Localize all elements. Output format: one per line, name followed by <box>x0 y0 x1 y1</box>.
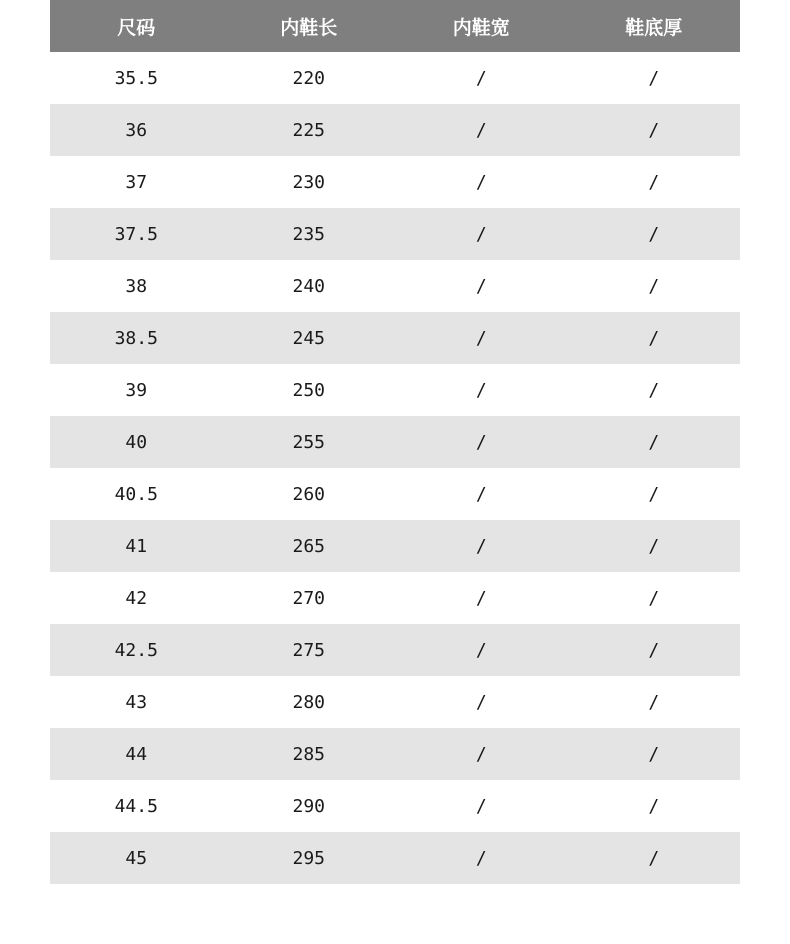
cell-sole-thickness: / <box>568 52 741 104</box>
cell-inner-length: 255 <box>223 416 396 468</box>
cell-inner-length: 295 <box>223 832 396 884</box>
cell-inner-length: 290 <box>223 780 396 832</box>
cell-size: 40.5 <box>50 468 223 520</box>
header-size: 尺码 <box>50 0 223 52</box>
cell-inner-width: / <box>395 156 568 208</box>
cell-inner-width: / <box>395 260 568 312</box>
cell-inner-length: 280 <box>223 676 396 728</box>
cell-inner-width: / <box>395 572 568 624</box>
cell-inner-length: 250 <box>223 364 396 416</box>
cell-size: 44.5 <box>50 780 223 832</box>
cell-sole-thickness: / <box>568 260 741 312</box>
table-row <box>50 520 740 572</box>
cell-sole-thickness: / <box>568 156 741 208</box>
cell-sole-thickness: / <box>568 416 741 468</box>
cell-size: 35.5 <box>50 52 223 104</box>
cell-inner-width: / <box>395 468 568 520</box>
cell-inner-width: / <box>395 312 568 364</box>
table-row <box>50 832 740 884</box>
cell-inner-width: / <box>395 520 568 572</box>
cell-inner-width: / <box>395 624 568 676</box>
cell-inner-length: 285 <box>223 728 396 780</box>
cell-sole-thickness: / <box>568 624 741 676</box>
cell-size: 39 <box>50 364 223 416</box>
table-row <box>50 208 740 260</box>
cell-inner-length: 225 <box>223 104 396 156</box>
header-row <box>50 0 740 52</box>
cell-inner-width: / <box>395 104 568 156</box>
table-row <box>50 780 740 832</box>
cell-inner-width: / <box>395 52 568 104</box>
cell-sole-thickness: / <box>568 780 741 832</box>
cell-sole-thickness: / <box>568 832 741 884</box>
size-chart-table <box>50 0 740 884</box>
cell-sole-thickness: / <box>568 364 741 416</box>
cell-sole-thickness: / <box>568 520 741 572</box>
cell-size: 37.5 <box>50 208 223 260</box>
cell-inner-width: / <box>395 364 568 416</box>
table-row <box>50 312 740 364</box>
cell-inner-length: 230 <box>223 156 396 208</box>
cell-size: 40 <box>50 416 223 468</box>
cell-inner-width: / <box>395 416 568 468</box>
header-inner-width: 内鞋宽 <box>395 0 568 52</box>
cell-size: 38 <box>50 260 223 312</box>
cell-sole-thickness: / <box>568 468 741 520</box>
table-body <box>50 52 740 884</box>
table-row <box>50 416 740 468</box>
table-header <box>50 0 740 52</box>
cell-sole-thickness: / <box>568 208 741 260</box>
cell-inner-length: 220 <box>223 52 396 104</box>
cell-inner-length: 235 <box>223 208 396 260</box>
cell-sole-thickness: / <box>568 728 741 780</box>
table-row <box>50 364 740 416</box>
table-row <box>50 624 740 676</box>
table-row <box>50 728 740 780</box>
cell-sole-thickness: / <box>568 312 741 364</box>
header-sole-thickness: 鞋底厚 <box>568 0 741 52</box>
cell-inner-width: / <box>395 676 568 728</box>
header-inner-length: 内鞋长 <box>223 0 396 52</box>
table-row <box>50 156 740 208</box>
cell-inner-width: / <box>395 208 568 260</box>
cell-inner-width: / <box>395 780 568 832</box>
table-row <box>50 260 740 312</box>
cell-inner-length: 275 <box>223 624 396 676</box>
cell-inner-length: 260 <box>223 468 396 520</box>
cell-sole-thickness: / <box>568 676 741 728</box>
cell-inner-length: 245 <box>223 312 396 364</box>
cell-inner-width: / <box>395 728 568 780</box>
cell-inner-length: 265 <box>223 520 396 572</box>
cell-size: 44 <box>50 728 223 780</box>
table-row <box>50 676 740 728</box>
table-row <box>50 468 740 520</box>
cell-size: 36 <box>50 104 223 156</box>
table-row <box>50 104 740 156</box>
cell-sole-thickness: / <box>568 572 741 624</box>
table-row <box>50 572 740 624</box>
cell-inner-length: 270 <box>223 572 396 624</box>
cell-size: 42.5 <box>50 624 223 676</box>
cell-size: 43 <box>50 676 223 728</box>
cell-size: 41 <box>50 520 223 572</box>
cell-size: 42 <box>50 572 223 624</box>
cell-size: 45 <box>50 832 223 884</box>
cell-inner-width: / <box>395 832 568 884</box>
cell-inner-length: 240 <box>223 260 396 312</box>
table-row <box>50 52 740 104</box>
cell-size: 38.5 <box>50 312 223 364</box>
cell-size: 37 <box>50 156 223 208</box>
cell-sole-thickness: / <box>568 104 741 156</box>
